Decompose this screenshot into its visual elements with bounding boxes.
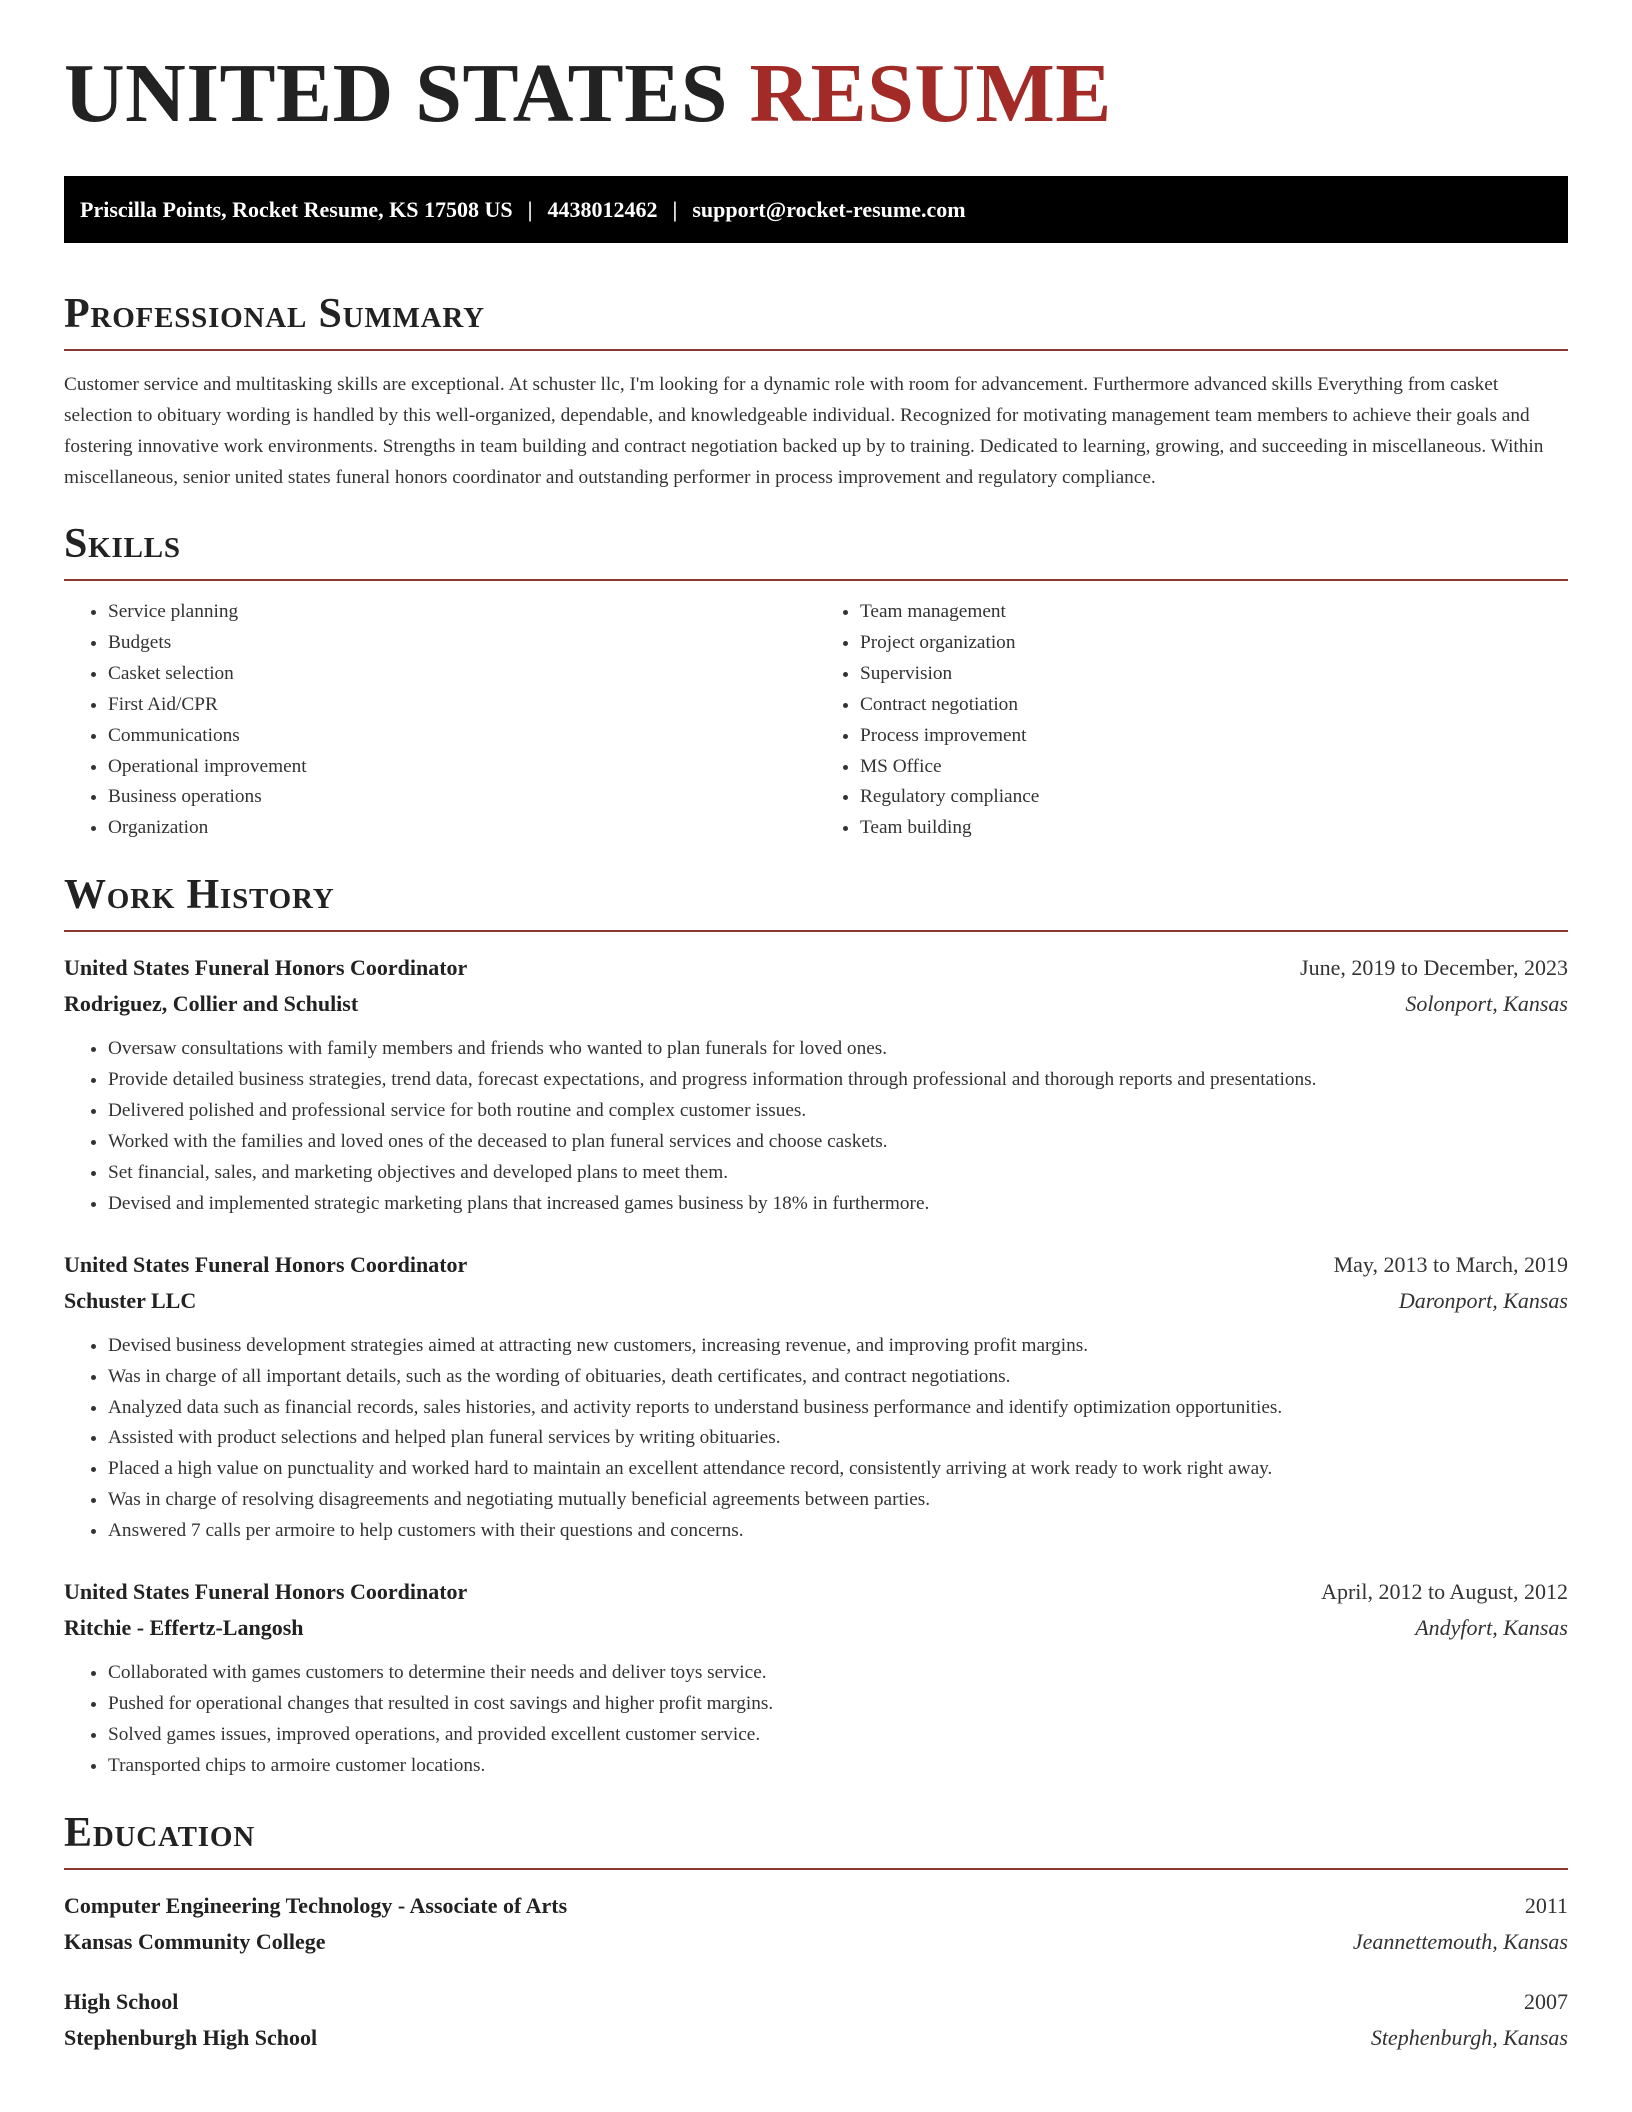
education-school: Stephenburgh High School [64,2024,318,2050]
education-school-row [64,1924,1568,1960]
job-title: United States Funeral Honors Coordinator [64,1579,468,1605]
section-title-skills: Skills [64,521,181,567]
job-title: United States Funeral Honors Coordinator [64,1251,468,1277]
job-bullet: • Collaborated with games customers to determine their needs and deliver toys service. [108,1658,1568,1689]
contact-email[interactable]: support@rocket-resume.com [692,196,966,222]
job-bullet: • Delivered polished and professional service for both routine and complex customer issues. [108,1096,1568,1127]
job-bullet: • Answered 7 calls per armoire to help customers with their questions and concerns. [108,1516,1568,1547]
job-bullet: • Solved games issues, improved operations, and provided excellent customer service. [108,1720,1568,1751]
section-divider [64,579,1568,581]
skill-item: • Organization [108,813,816,844]
job-bullet: • Transported chips to armoire customer locations. [108,1751,1568,1782]
job-bullets [64,1034,1568,1219]
skill-item: • Business operations [108,782,816,813]
job-entry [64,1247,1568,1547]
resume-title [64,47,1568,140]
education-entry [64,1984,1568,2056]
job-location: Solonport, Kansas [1405,991,1568,1017]
skills-columns [64,597,1568,844]
education-header-row [64,1888,1568,1924]
skill-item: • Communications [108,721,816,752]
job-bullets [64,1658,1568,1782]
skill-item: • Contract negotiation [860,690,1568,721]
skill-item: • MS Office [860,752,1568,783]
job-header-row [64,950,1568,986]
job-bullets [64,1331,1568,1547]
job-company-row [64,986,1568,1022]
education-degree: High School [64,1988,179,2014]
contact-separator: | [672,196,678,222]
job-bullet: • Devised business development strategies aimed at attracting new customers, increasing revenue, and improving profit margins. [108,1331,1568,1362]
section-divider [64,1868,1568,1870]
skill-item: • Project organization [860,628,1568,659]
skill-item: • Process improvement [860,721,1568,752]
education-location: Jeannettemouth, Kansas [1352,1928,1568,1954]
education-section [64,1809,1568,2056]
skill-item: • Service planning [108,597,816,628]
skill-item: • Budgets [108,628,816,659]
job-bullet: • Assisted with product selections and helped plan funeral services by writing obituaries. [108,1423,1568,1454]
job-bullet: • Was in charge of all important details, such as the wording of obituaries, death certificates, and contract negotiations. [108,1362,1568,1393]
job-header-row [64,1574,1568,1610]
section-title-education: Education [64,1809,255,1856]
skill-item: • Regulatory compliance [860,782,1568,813]
job-company: Schuster LLC [64,1287,197,1313]
education-school: Kansas Community College [64,1928,326,1954]
skill-item: • Team management [860,597,1568,628]
skill-item: • First Aid/CPR [108,690,816,721]
education-entry [64,1888,1568,1960]
summary-text: Customer service and multitasking skills are exceptional. At schuster llc, I'm looking for a dynamic role with room for advancement. Furthermore advanced skills Everything from casket selection to obituary wording is handled by this well-organized, dependable, and knowledgeable individual. Recognized for motivating management team members to achieve their goals and fostering innovative work environments. Strengths in team building and contract negotiation backed up by to training. Dedicated to learning, growing, and succeeding in miscellaneous. Within miscellaneous, senior united states funeral honors coordinator and outstanding performer in process improvement and regulatory compliance. [64,374,1544,488]
job-company: Ritchie - Effertz-Langosh [64,1615,304,1641]
education-header-row [64,1984,1568,2020]
education-location: Stephenburgh, Kansas [1370,2024,1568,2050]
job-location: Andyfort, Kansas [1415,1615,1568,1641]
job-dates: June, 2019 to December, 2023 [1300,955,1568,981]
summary-section [64,293,1568,493]
skills-list-left [64,597,816,844]
job-entry [64,950,1568,1219]
contact-phone[interactable]: 4438012462 [547,196,658,222]
title-main: UNITED STATES [64,47,728,140]
job-title: United States Funeral Honors Coordinator [64,955,468,981]
work-history-section [64,874,1568,1781]
skills-section [64,523,1568,844]
job-header-row [64,1247,1568,1283]
education-year: 2007 [1524,1988,1568,2014]
job-company-row [64,1610,1568,1646]
job-bullet: • Was in charge of resolving disagreements and negotiating mutually beneficial agreements between parties. [108,1485,1568,1516]
contact-bar [64,176,1568,243]
job-location: Daronport, Kansas [1398,1287,1568,1313]
education-school-row [64,2020,1568,2056]
job-dates: May, 2013 to March, 2019 [1333,1251,1568,1277]
section-divider [64,349,1568,351]
skill-item: • Casket selection [108,659,816,690]
section-divider [64,930,1568,932]
skill-item: • Operational improvement [108,752,816,783]
contact-separator: | [527,196,533,222]
skills-list-right [816,597,1568,844]
job-bullet: • Worked with the families and loved ones of the deceased to plan funeral services and choose caskets. [108,1127,1568,1158]
job-company: Rodriguez, Collier and Schulist [64,991,359,1017]
job-bullet: • Devised and implemented strategic marketing plans that increased games business by 18% in furthermore. [108,1189,1568,1220]
job-company-row [64,1283,1568,1319]
education-year: 2011 [1524,1892,1568,1918]
job-bullet: • Placed a high value on punctuality and worked hard to maintain an excellent attendance record, consistently arriving at work ready to work right away. [108,1454,1568,1485]
job-bullet: • Provide detailed business strategies, trend data, forecast expectations, and progress information through professional and thorough reports and presentations. [108,1065,1568,1096]
job-dates: April, 2012 to August, 2012 [1321,1579,1568,1605]
job-bullet: • Analyzed data such as financial records, sales histories, and activity reports to understand business performance and identify optimization opportunities. [108,1393,1568,1424]
job-bullet: • Set financial, sales, and marketing objectives and developed plans to meet them. [108,1158,1568,1189]
contact-address: Priscilla Points, Rocket Resume, KS 17508 US [80,196,513,222]
skill-item: • Team building [860,813,1568,844]
section-title-work-history: Work History [64,872,335,919]
job-entry [64,1574,1568,1782]
education-degree: Computer Engineering Technology - Associate of Arts [64,1892,568,1918]
skill-item: • Supervision [860,659,1568,690]
title-accent: RESUME [749,47,1112,140]
job-bullet: • Pushed for operational changes that resulted in cost savings and higher profit margins. [108,1689,1568,1720]
job-bullet: • Oversaw consultations with family members and friends who wanted to plan funerals for loved ones. [108,1034,1568,1065]
section-title-summary: Professional Summary [64,291,485,337]
